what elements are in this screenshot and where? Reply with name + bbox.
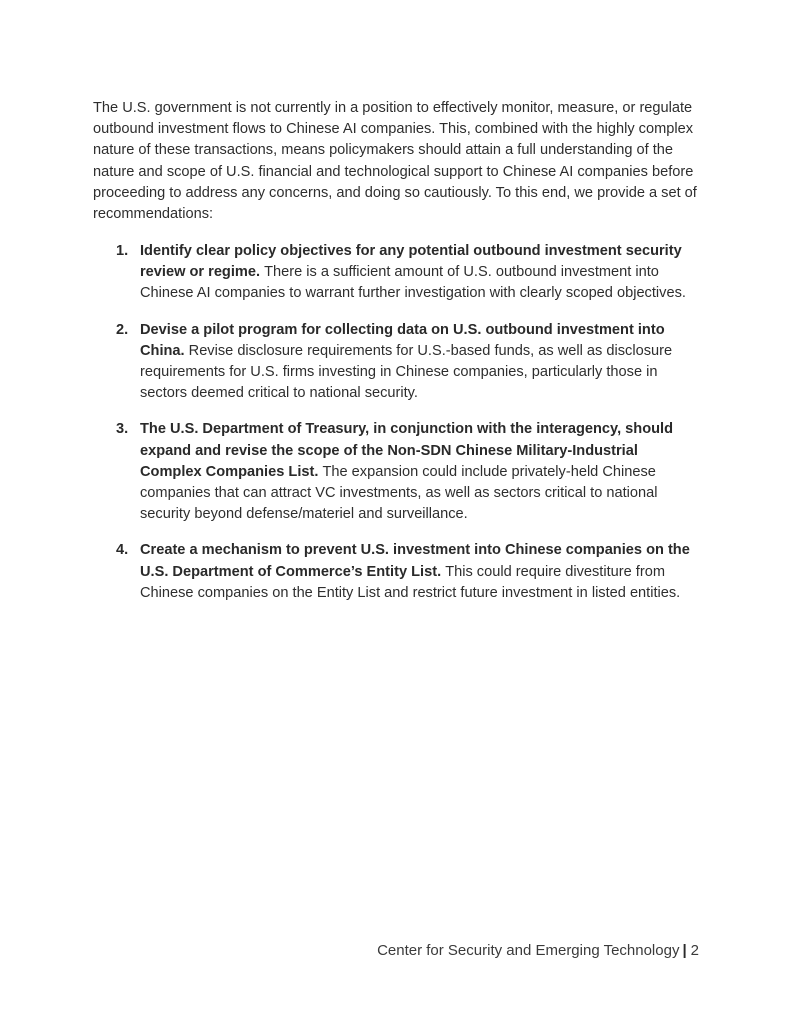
recommendation-title: The U.S. Department of Treasury, in conjunction with the interagency, should expand and revise the scope of the Non-SDN Chinese Military-Industrial Complex Companies List. [140,421,674,480]
footer-organization: Center for Security and Emerging Technology [377,942,680,959]
intro-paragraph: The U.S. government is not currently in a position to effectively monitor, measure, or regulate outbound investment flows to Chinese AI companies. This, combined with the highly complex nature of these transactions, means policymakers should attain a full understanding of the nature and scope of U.S. financial and technological support to Chinese AI companies before proceeding to address any concerns, and doing so cautiously. To this end, we provide a set of recommendations: [93,100,697,223]
recommendation-number: 1. [116,243,129,259]
recommendation-title: Identify clear policy objectives for any potential outbound investment security review or regime. [140,243,682,281]
recommendation-item [116,540,700,604]
recommendations-list [116,241,700,619]
recommendation-item [116,320,700,405]
recommendation-body: The expansion could include privately-held Chinese companies that can attract VC investments, as well as sectors critical to national security beyond defense/materiel and surveillance. [140,463,658,523]
recommendation-title: Create a mechanism to prevent U.S. investment into Chinese companies on the U.S. Department of Commerce’s Entity List. [140,542,690,580]
recommendation-body: This could require divestiture from Chinese companies on the Entity List and restrict future investment in listed entities. [140,563,681,601]
page-footer [377,941,699,961]
recommendation-item [116,419,700,525]
page-number: 2 [690,942,699,959]
recommendation-number: 2. [116,321,129,338]
recommendation-item [116,241,700,305]
recommendation-number: 3. [116,421,129,438]
footer-separator: | [682,942,687,959]
recommendation-body: There is a sufficient amount of U.S. outbound investment into Chinese AI companies to warrant further investigation with clearly scoped objectives. [140,264,686,302]
recommendation-title: Devise a pilot program for collecting data on U.S. outbound investment into China. [140,321,665,359]
recommendation-body: Revise disclosure requirements for U.S.-based funds, as well as disclosure requirements for U.S. firms investing in Chinese companies, particularly those in sectors deemed critical to national security. [140,342,673,402]
recommendation-number: 4. [116,542,129,559]
